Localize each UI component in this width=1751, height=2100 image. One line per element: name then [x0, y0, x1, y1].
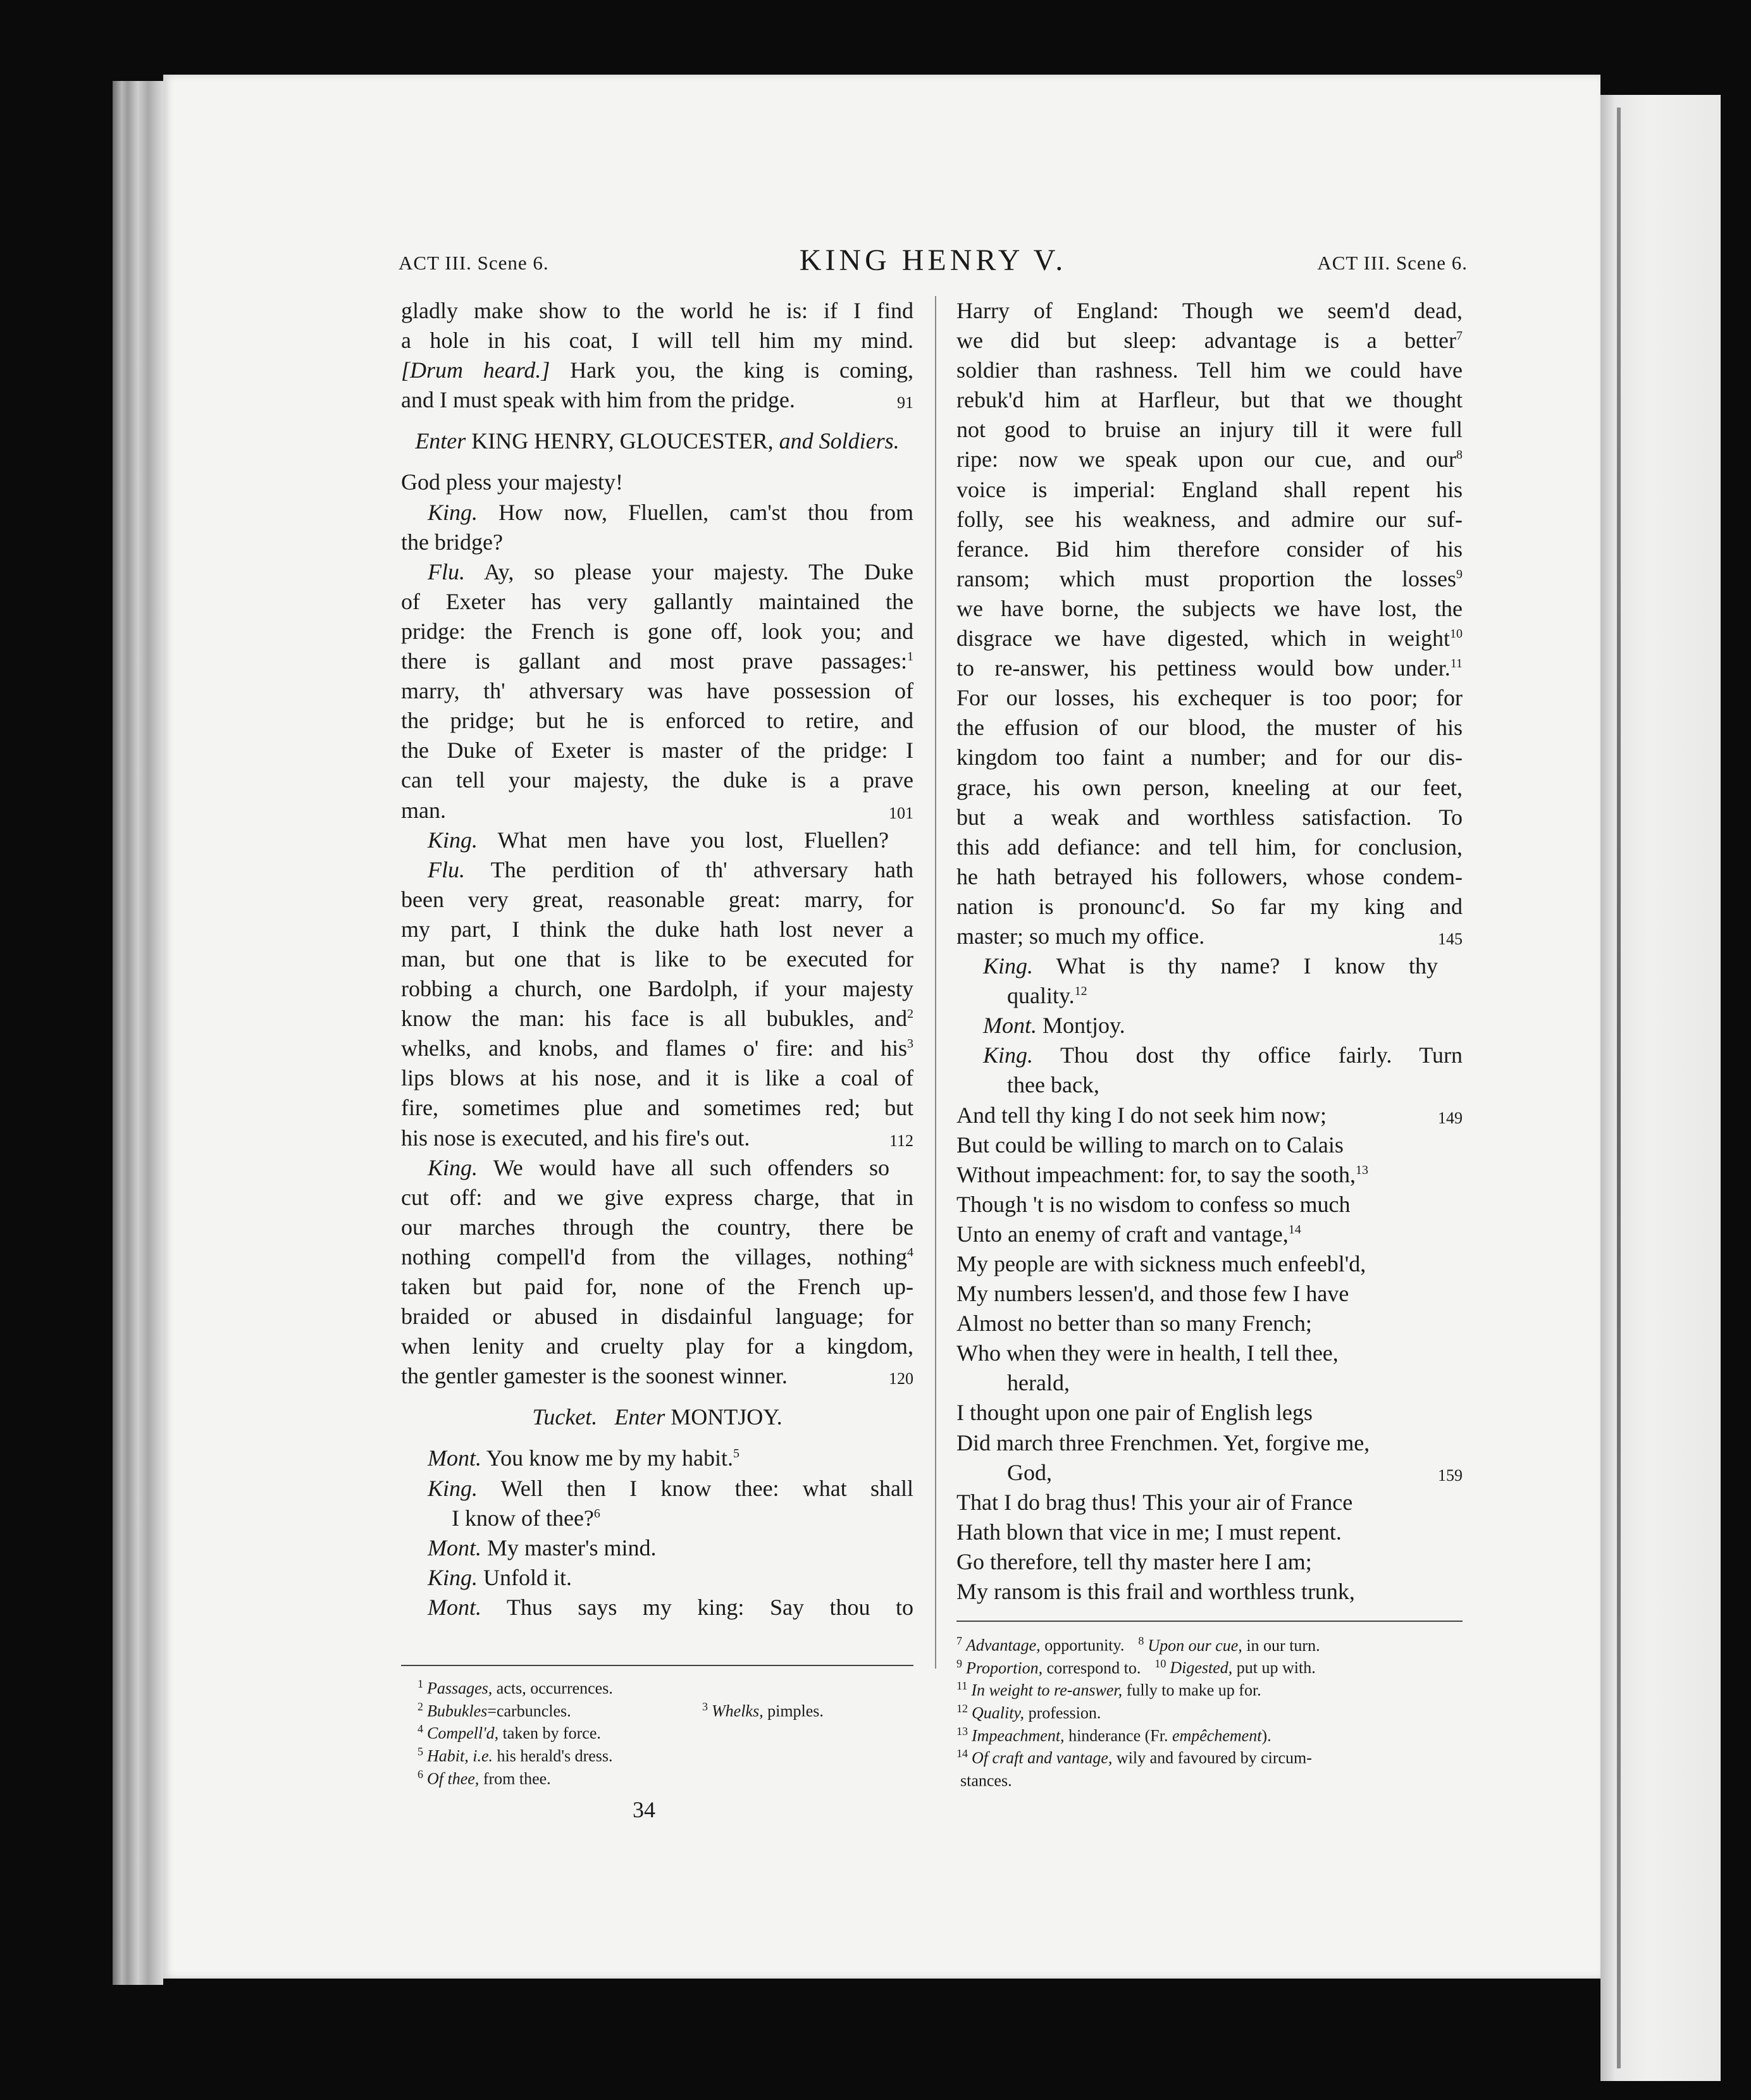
text-line: robbing a church, one Bardolph, if your majesty — [401, 976, 913, 1002]
speaker: Flu. — [428, 559, 465, 584]
footnote-mark: 9 — [1456, 567, 1463, 581]
footnote — [418, 1720, 911, 1743]
text-line: quality.$^{12}$ — [1007, 983, 1087, 1009]
footnote-mark: 14 — [1288, 1222, 1301, 1237]
footnote-def: correspond to. — [1043, 1658, 1141, 1677]
footnote-mark: 13 — [1355, 1163, 1368, 1177]
footnote — [1154, 1658, 1315, 1677]
footnote — [956, 1767, 1463, 1790]
footnote — [956, 1655, 1463, 1677]
text-line: the gentler gamester is the soonest winner. 120 — [401, 1361, 913, 1391]
speech-line: Mont. Thus says my king: Say thou to — [428, 1594, 913, 1620]
page-number: 34 — [633, 1797, 655, 1822]
text-line: there is gallant and most prave passages:$^1$ — [401, 648, 913, 674]
footnote-term: Habit, — [427, 1746, 469, 1765]
text-line: soldier than rashness. Tell him we could have — [956, 357, 1463, 383]
text-line: ferance. Bid him therefore consider of his — [956, 536, 1463, 562]
footnote-number: 10 — [1154, 1657, 1166, 1670]
running-header — [399, 244, 1468, 285]
footnote-number: 2 — [418, 1700, 423, 1713]
verse-line — [956, 1368, 1463, 1398]
facing-page-rule — [1617, 108, 1621, 2068]
verse-text: God, — [1007, 1459, 1052, 1485]
book-page-stack — [113, 81, 163, 1985]
text-line: man, but one that is like to be executed for — [401, 946, 913, 972]
text-line: and I must speak with him from the pridge. 91 — [401, 385, 913, 415]
footnote-def: from thee. — [479, 1769, 551, 1788]
verse-line — [956, 1428, 1463, 1458]
footnote-def: pimples. — [763, 1702, 824, 1720]
footnote — [956, 1722, 1463, 1745]
footnote-def: in our turn. — [1242, 1636, 1320, 1655]
footnote-def: fully to make up for. — [1122, 1681, 1261, 1700]
verse-line — [956, 1249, 1463, 1279]
header-title: KING HENRY V. — [799, 244, 1067, 277]
footnotes-right — [956, 1632, 1463, 1790]
text-line: his nose is executed, and his fire's out. 112 — [401, 1123, 913, 1153]
text-line: [Drum heard.] Hark you, the king is coming, — [401, 357, 913, 383]
footnote-number: 13 — [956, 1724, 968, 1738]
footnote-number: 11 — [956, 1679, 968, 1693]
verse-line — [956, 1577, 1463, 1607]
line-number: 120 — [889, 1369, 913, 1388]
footnote-term: Passages, — [427, 1679, 493, 1698]
footnote-mark: 3 — [907, 1037, 913, 1051]
text-line: we did but sleep: advantage is a better$^7$ — [956, 328, 1463, 354]
text-line: ripe: now we speak upon our cue, and our$^8$ — [956, 447, 1463, 472]
speaker: King. — [428, 1564, 478, 1590]
verse-text: My ransom is this frail and worthless trunk, — [956, 1579, 1355, 1605]
footnote-def: his herald's dress. — [493, 1746, 613, 1765]
footnote-mark: 6 — [593, 1506, 600, 1521]
footnotes-left — [418, 1675, 911, 1788]
verse-text: Without impeachment: for, to say the sooth, — [956, 1161, 1356, 1187]
speaker: King. — [428, 827, 478, 853]
footnote — [418, 1698, 911, 1720]
footnote-def: acts, occurrences. — [492, 1679, 613, 1698]
footnote — [702, 1698, 824, 1720]
text-line: of Exeter has very gallantly maintained the — [401, 588, 913, 614]
line-number: 149 — [1438, 1108, 1463, 1127]
text-line: the pridge; but he is enforced to retire, and — [401, 708, 913, 734]
text-line: marry, th' athversary was have possession of — [401, 678, 913, 704]
text-line: know the man: his face is all bubukles, and$^2$ — [401, 1006, 913, 1032]
footnote-term: Impeachment, — [972, 1726, 1065, 1745]
speaker: Mont. — [428, 1535, 481, 1560]
verse-text: Go therefore, tell thy master here I am; — [956, 1548, 1312, 1574]
footnote-number: 3 — [702, 1700, 708, 1713]
footnote-def: stances. — [960, 1771, 1012, 1790]
speaker: Mont. — [428, 1594, 481, 1620]
footnote — [1138, 1636, 1320, 1655]
footnote-def: ). — [1261, 1726, 1271, 1745]
speech-line: Flu. The perdition of th' athversary hath — [428, 856, 913, 882]
text-line: been very great, reasonable great: marry, for — [401, 886, 913, 912]
line-number: 91 — [897, 393, 913, 412]
footnote-number: 5 — [418, 1745, 423, 1758]
verse-text: Unto an enemy of craft and vantage, — [956, 1221, 1289, 1247]
footnote-mark: 5 — [733, 1447, 740, 1461]
column-divider — [935, 296, 936, 1669]
verse-text: Who when they were in health, I tell thee, — [956, 1340, 1339, 1366]
text-line: the bridge? — [401, 529, 503, 555]
verse-line — [956, 1130, 1463, 1160]
text-line: thee back, — [1007, 1072, 1099, 1098]
verse-block — [956, 1101, 1463, 1607]
footnote-def: =carbuncles. — [487, 1702, 571, 1720]
footnote — [418, 1743, 911, 1765]
verse-line — [956, 1398, 1463, 1428]
footnote-mark: 2 — [907, 1007, 913, 1022]
text-line: grace, his own person, kneeling at our feet, — [956, 774, 1463, 800]
footnote-term: Digested, — [1170, 1658, 1233, 1677]
line-number: 112 — [889, 1131, 913, 1150]
speaker: King. — [428, 1154, 478, 1180]
speech-line: Mont. You know me by my habit.$^5$ — [428, 1445, 740, 1471]
text-line: nation is pronounc'd. So far my king and — [956, 893, 1463, 919]
speech-line: Flu. Ay, so please your majesty. The Duke — [428, 559, 914, 584]
verse-line — [956, 1517, 1463, 1547]
speaker: Flu. — [428, 856, 465, 882]
right-column — [956, 296, 1463, 1607]
text-line: my part, I think the duke hath lost never a — [401, 916, 913, 942]
text-line: master; so much my office. 145 — [956, 922, 1463, 951]
verse-line — [956, 1309, 1463, 1338]
footnote-term: empêchement — [1172, 1726, 1262, 1745]
footnote — [418, 1675, 911, 1698]
speaker: Mont. — [983, 1013, 1037, 1039]
text-line: the effusion of our blood, the muster of his — [956, 715, 1463, 741]
text-line: our marches through the country, there be — [401, 1214, 913, 1240]
verse-line — [956, 1279, 1463, 1309]
text-line: cut off: and we give express charge, that in — [401, 1184, 913, 1210]
footnote-mark: 7 — [1456, 329, 1463, 343]
line-number: 145 — [1438, 929, 1463, 948]
footnote-rule — [956, 1621, 1463, 1622]
text-line: but a weak and worthless satisfaction. To — [956, 804, 1463, 830]
text-line: man. 101 — [401, 796, 913, 825]
header-left: ACT III. Scene 6. — [399, 252, 549, 274]
footnote — [956, 1745, 1463, 1767]
footnote-term: Proportion, — [966, 1658, 1043, 1677]
text-line: fire, sometimes plue and sometimes red; but — [401, 1095, 913, 1121]
text-line: I know of thee?$^6$ — [452, 1505, 600, 1531]
verse-text: Did march three Frenchmen. Yet, forgive me, — [956, 1430, 1370, 1455]
footnote-term: Of craft and vantage, — [972, 1748, 1113, 1767]
line-number: 101 — [889, 803, 913, 822]
text-line: whelks, and knobs, and flames o' fire: and his$^3$ — [401, 1035, 913, 1061]
verse-line — [956, 1190, 1463, 1220]
verse-text: Though 't is no wisdom to confess so much — [956, 1191, 1351, 1217]
footnote-term: i.e. — [468, 1746, 493, 1765]
verse-text: My numbers lessen'd, and those few I have — [956, 1281, 1349, 1307]
text-line: pridge: the French is gone off, look you; and — [401, 618, 913, 644]
speaker: King. — [983, 953, 1034, 979]
footnote — [418, 1765, 911, 1788]
text-line: not good to bruise an injury till it were full — [956, 417, 1463, 443]
speech-line: King. We would have all such offenders so — [428, 1154, 889, 1180]
speaker: King. — [428, 1475, 478, 1501]
speaker: Mont. — [428, 1445, 481, 1471]
footnote-number: 8 — [1138, 1634, 1144, 1647]
speech-line: King. Unfold it. — [428, 1564, 572, 1590]
footnote-number: 1 — [418, 1677, 423, 1690]
footnote — [956, 1700, 1463, 1722]
text-line: Harry of England: Though we seem'd dead, — [956, 298, 1463, 323]
verse-text: My people are with sickness much enfeebl'd, — [956, 1251, 1366, 1276]
text-line: disgrace we have digested, which in weight$^{10}$ — [956, 626, 1463, 652]
footnote-mark: 11 — [1450, 657, 1463, 671]
verse-text: And tell thy king I do not seek him now; — [956, 1102, 1327, 1128]
footnote-term: Quality, — [972, 1703, 1025, 1722]
text-line: when lenity and cruelty play for a kingdom, — [401, 1333, 913, 1359]
footnote-term: Upon our cue, — [1148, 1636, 1242, 1655]
verse-text: Hath blown that vice in me; I must repent. — [956, 1519, 1342, 1545]
verse-line — [956, 1160, 1463, 1190]
text-line: voice is imperial: England shall repent his — [956, 476, 1463, 502]
footnote-term: Bubukles — [427, 1702, 488, 1720]
text-line: kingdom too faint a number; and for our dis- — [956, 744, 1463, 770]
left-column — [401, 296, 913, 1622]
text-line: can tell your majesty, the duke is a prave — [401, 767, 913, 793]
footnote-mark: 12 — [1074, 984, 1087, 999]
footnote-mark: 8 — [1456, 448, 1463, 462]
text-line: folly, see his weakness, and admire our suf- — [956, 506, 1463, 532]
speaker: King. — [428, 499, 478, 525]
footnote-def: hinderance (Fr. — [1064, 1726, 1172, 1745]
text-line: ransom; which must proportion the losses$^9$ — [956, 565, 1463, 591]
text-line: the Duke of Exeter is master of the pridge: I — [401, 738, 913, 763]
footnote-number: 12 — [956, 1702, 968, 1715]
footnote-mark: 4 — [907, 1245, 913, 1259]
verse-text: Almost no better than so many French; — [956, 1311, 1312, 1337]
verse-text: herald, — [1007, 1370, 1070, 1396]
footnote — [956, 1632, 1463, 1655]
verse-text: That I do brag thus! This your air of France — [956, 1489, 1353, 1515]
speaker: King. — [983, 1042, 1034, 1068]
footnote-number: 7 — [956, 1634, 962, 1647]
footnote-term: Of thee, — [427, 1769, 480, 1788]
text-line: nothing compell'd from the villages, nothing$^4$ — [401, 1244, 913, 1269]
footnote-def: opportunity. — [1040, 1636, 1125, 1655]
footnote-term: Whelks, — [712, 1702, 764, 1720]
footnote-def: put up with. — [1232, 1658, 1316, 1677]
speech-line: King. Well then I know thee: what shall — [428, 1475, 913, 1501]
text-line: braided or abused in disdainful language; for — [401, 1304, 913, 1330]
speech-line: King. What men have you lost, Fluellen? — [428, 827, 889, 853]
footnote-term: Compell'd, — [427, 1724, 499, 1743]
footnote-number: 4 — [418, 1722, 423, 1736]
speech-line: Mont. Montjoy. — [983, 1013, 1125, 1039]
line-number: 159 — [1438, 1466, 1463, 1485]
text-line: we have borne, the subjects we have lost, the — [956, 595, 1463, 621]
footnote-mark: 1 — [907, 650, 913, 664]
verse-line — [956, 1220, 1463, 1249]
footnote-number: 6 — [418, 1767, 423, 1781]
stage-direction-enter: Enter KING HENRY, GLOUCESTER, and Soldiers. — [415, 428, 900, 454]
text-line: this add defiance: and tell him, for conclusion, — [956, 834, 1463, 860]
footnote-number: 14 — [956, 1747, 968, 1760]
verse-text: I thought upon one pair of English legs — [956, 1400, 1313, 1426]
text-line: rebuk'd him at Harfleur, but that we thought — [956, 387, 1463, 413]
text-line: a hole in his coat, I will tell him my mind. — [401, 328, 913, 354]
text-line: For our losses, his exchequer is too poor; for — [956, 685, 1463, 711]
footnote — [956, 1677, 1463, 1700]
verse-line — [956, 1547, 1463, 1577]
verse-line — [956, 1458, 1463, 1488]
footnote-def: profession. — [1024, 1703, 1101, 1722]
text-line: taken but paid for, none of the French up- — [401, 1274, 913, 1299]
footnote-term: Advantage, — [966, 1636, 1041, 1655]
verse-line — [956, 1338, 1463, 1368]
verse-text: But could be willing to march on to Calais — [956, 1132, 1344, 1158]
text-line: he hath betrayed his followers, whose condem- — [956, 863, 1463, 889]
speech-line: King. What is thy name? I know thy — [983, 953, 1438, 979]
stage-direction: [Drum heard.] — [401, 357, 550, 383]
footnote-def: taken by force. — [498, 1724, 601, 1743]
text-line: gladly make show to the world he is: if I find — [401, 298, 913, 323]
footnote-mark: 10 — [1450, 627, 1463, 641]
verse-line — [956, 1101, 1463, 1130]
text-line: lips blows at his nose, and it is like a coal of — [401, 1065, 913, 1091]
verse-line — [956, 1488, 1463, 1517]
footnote-term: In weight to re-answer, — [971, 1681, 1123, 1700]
text-line: to re-answer, his pettiness would bow under.$^{11}$ — [956, 655, 1463, 681]
speech-line: King. How now, Fluellen, cam'st thou from — [428, 499, 914, 525]
header-right: ACT III. Scene 6. — [1317, 252, 1468, 274]
text-line: God pless your majesty! — [401, 469, 623, 495]
speech-line: Mont. My master's mind. — [428, 1535, 657, 1560]
footnote-number: 9 — [956, 1657, 962, 1670]
stage-direction-tucket: Tucket. Enter MONTJOY. — [532, 1404, 783, 1430]
speech-line: King. Thou dost thy office fairly. Turn — [983, 1042, 1463, 1068]
footnote-rule — [401, 1665, 913, 1666]
footnote-def: wily and favoured by circum- — [1112, 1748, 1312, 1767]
